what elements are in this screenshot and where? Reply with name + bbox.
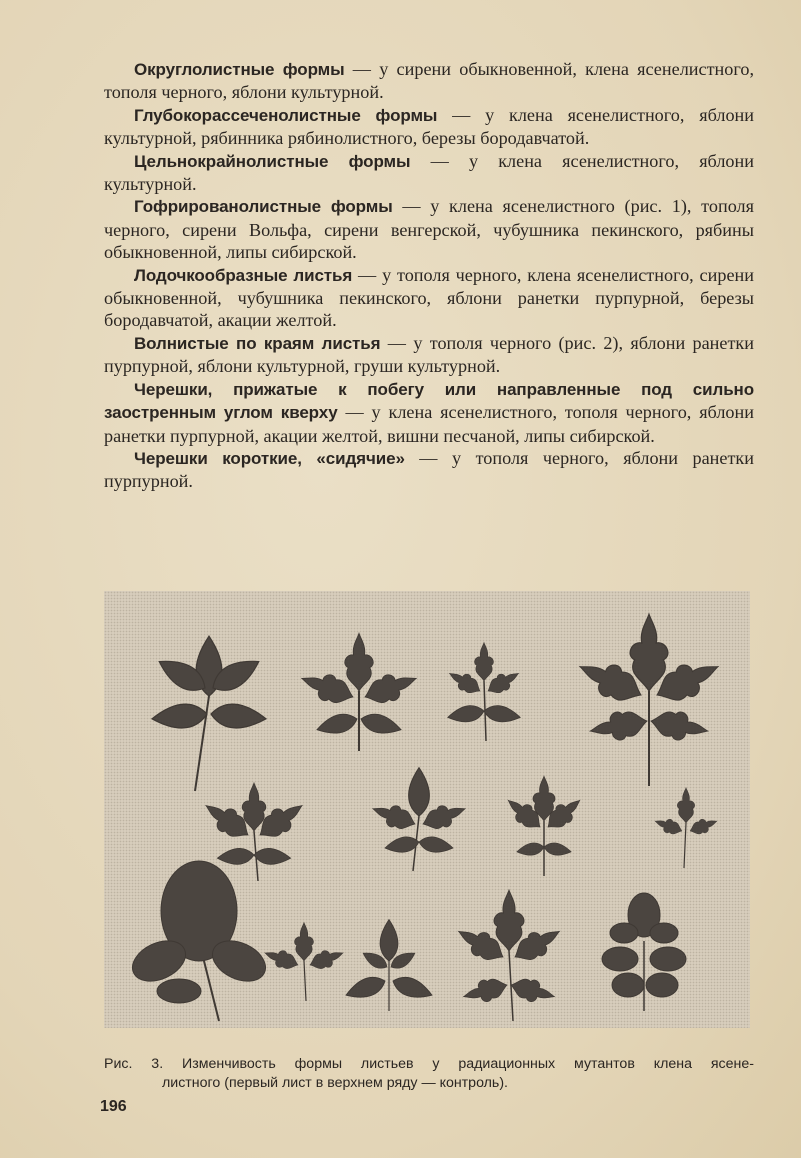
term: Волнистые по краям листья <box>134 333 381 353</box>
paragraph-entire-leaves <box>104 150 754 196</box>
paragraph-boat-leaves <box>104 264 754 332</box>
paragraph-round-leaves <box>104 58 754 104</box>
paragraph-dissected-leaves <box>104 104 754 150</box>
definition: — у клена ясенелистного (рис. 1), тополя черного, сирени Вольфа, сирени венгерской, чубушника пекинского, рябины обыкновенной, липы сибирской. <box>104 196 754 263</box>
definition: — у тополя черного (рис. 2), яблони ранетки пурпурной, яблони культурной, груши культурной. <box>104 332 755 377</box>
body-text <box>104 58 754 493</box>
term: Гофрированолистные формы <box>134 197 393 217</box>
page-number: 196 <box>100 1098 127 1115</box>
definition: — у тополя черного, клена ясенелистного, сирени обыкновенной, чубушника пекинского, яблони ранетки пурпурной, березы бородавчатой, акации желтой. <box>104 264 754 331</box>
caption-line-2: листного (первый лист в верхнем ряду — контроль). <box>162 1075 508 1091</box>
term: Округлолистные формы <box>134 60 345 79</box>
term: Черешки короткие, «сидячие» <box>134 448 405 468</box>
paragraph-pressed-petioles <box>104 378 754 447</box>
definition: — у тополя черного, яблони ранетки пурпурной. <box>104 447 754 492</box>
paragraph-corrugated-leaves <box>104 195 754 263</box>
leaf-specimens-image <box>104 591 750 1028</box>
caption-line-1: Рис. 3. Изменчивость формы листьев у радиационных мутантов клена ясене- <box>104 1056 754 1072</box>
term: Черешки, прижатые к побегу или направленные под сильно заостренным углом кверху <box>104 379 754 423</box>
paragraph-wavy-leaves <box>104 332 754 378</box>
definition: — у клена ясенелистного, яблони культурной, рябинника рябинолистного, березы бородавчатой. <box>104 104 755 149</box>
term: Цельнокрайнолистные формы <box>134 151 411 171</box>
term: Лодочкообразные листья <box>134 265 353 285</box>
definition: — у сирени обыкновенной, клена ясенелистного, тополя черного, яблони культурной. <box>104 59 754 103</box>
figure-caption <box>104 1055 754 1093</box>
definition: — у клена ясенелистного, тополя черного, яблони ранетки пурпурной, акации желтой, вишни песчаной, липы сибирской. <box>104 402 754 446</box>
figure-leaf-photo <box>104 591 750 1028</box>
paragraph-short-petioles <box>104 447 754 493</box>
definition: — у клена ясенелистного, яблони культурной. <box>104 150 754 195</box>
term: Глубокорассеченолистные формы <box>134 105 438 125</box>
